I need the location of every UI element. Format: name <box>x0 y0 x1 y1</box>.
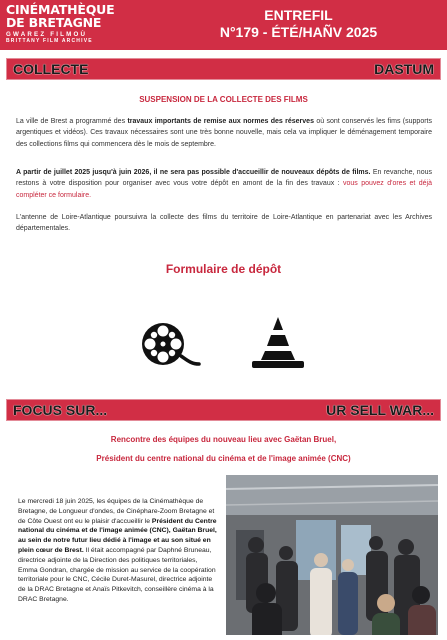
focus-bar-left: FOCUS SUR... <box>13 402 108 418</box>
traffic-cone-icon <box>250 315 306 369</box>
p2-text-b: En revanche, nous restons à votre disposition pour organiser avec vous votre dépôt en amont de la fin des travaux : <box>16 169 432 188</box>
collecte-subtitle: SUSPENSION DE LA COLLECTE DES FILMS <box>139 95 308 104</box>
p2-text-bold: A partir de juillet 2025 jusqu'à juin 2026, il ne sera pas possible d'accueillir de nouveaux dépôts de films. <box>16 169 371 176</box>
issue-block <box>150 7 447 41</box>
focus-text-bold: Président du Centre national du cinéma et de l'image animée (CNC), Gaëtan Bruel, au sein de notre futur lieu dédié à l'image et au son situé en plein cœur de Brest. <box>18 517 217 554</box>
p1-text-c: où sont conservés les fims (supports argentiques et vidéos). Ces travaux nécessaires sont une très bonne nouvelle, mais cela va impliquer le déménagement temporaire des collections films qui commencera dès le mois de septembre. <box>16 118 432 148</box>
cinematheque-logo[interactable] <box>6 3 114 44</box>
film-reel-icon <box>141 320 201 368</box>
logo-line-3: GWAREZ FILMOÙ <box>6 31 88 38</box>
issue-number: N°179 - ÉTÉ/HAÑV 2025 <box>219 24 378 40</box>
form-inline-link[interactable]: vous pouvez d'ores et déjà compléter ce formulaire. <box>16 180 432 199</box>
logo-line-2: DE BRETAGNE <box>6 15 102 30</box>
focus-article-text <box>18 497 218 605</box>
focus-section-bar <box>6 399 441 421</box>
focus-title-line-2: Président du centre national du cinéma et de l'image animée (CNC) <box>96 454 351 463</box>
event-photo <box>226 475 438 635</box>
focus-bar-right: UR SELL WAR... <box>326 402 434 418</box>
collecte-paragraph-2 <box>16 167 432 201</box>
collecte-paragraph-1 <box>16 116 432 150</box>
logo-line-1: CINÉMATHÈQUE <box>6 2 115 17</box>
collecte-bar-left: COLLECTE <box>13 61 89 77</box>
p1-text-a: La ville de Brest a programmé des <box>16 118 128 125</box>
focus-text-c: Il était accompagné par Daphné Bruneau, directrice adjointe de la Direction des politiques territoriales, Emma Gondran, chargée de mission au service de la coopération territoriale pour le CNC, Cécile Duret-Masurel, directrice adjointe de la DRAC Bretagne et Anaïs Pitkevitch, conseillère cinéma à la DRAC Bretagne. <box>18 546 216 603</box>
focus-text-a: Le mercredi 18 juin 2025, les équipes de la Cinémathèque de Bretagne, de Longueur d'ondes, de Cinéphare-Zoom Bretagne et de Côte Ouest ont eu le plaisir d'accueillir le <box>18 498 215 525</box>
p1-text-bold: travaux importants de remise aux normes des réserves <box>127 118 314 125</box>
newsletter-name: ENTREFIL <box>264 7 333 23</box>
collecte-paragraph-3: L'antenne de Loire-Atlantique poursuivra la collecte des films du territoire de Loire-Atlantique en partenariat avec les Archives départementales. <box>16 214 432 233</box>
collecte-bar-right: DASTUM <box>374 61 434 77</box>
collecte-section-bar <box>6 58 441 80</box>
focus-title-line-1: Rencontre des équipes du nouveau lieu avec Gaëtan Bruel, <box>110 435 337 444</box>
deposit-form-link[interactable]: Formulaire de dépôt <box>165 262 282 276</box>
newsletter-header <box>0 0 447 50</box>
logo-line-4: BRITTANY FILM ARCHIVE <box>6 38 93 44</box>
